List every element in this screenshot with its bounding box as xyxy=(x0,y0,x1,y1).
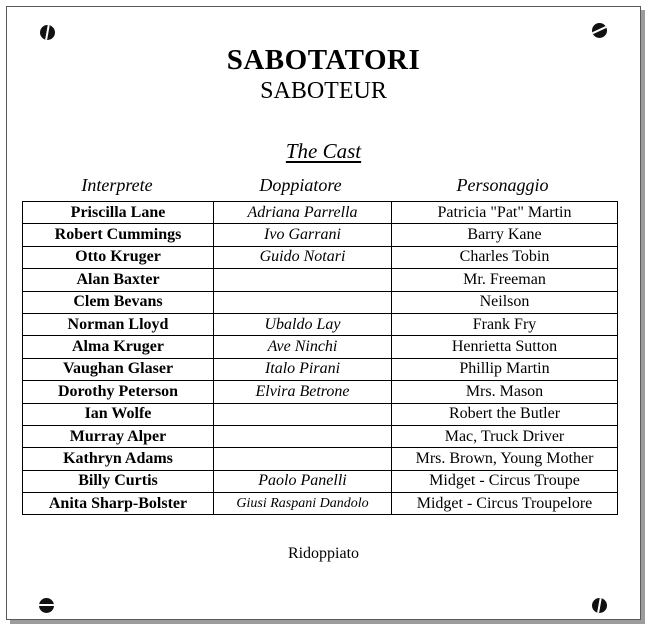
page-title: SABOTATORI xyxy=(226,44,421,76)
character-cell: Midget - Circus Troupelore xyxy=(392,493,618,515)
table-row xyxy=(23,291,618,313)
dubber-cell: Ave Ninchi xyxy=(214,336,392,358)
cast-table-body xyxy=(23,202,618,515)
dubber-cell: Ubaldo Lay xyxy=(214,313,392,335)
actor-cell: Alma Kruger xyxy=(23,336,214,358)
table-row xyxy=(23,470,618,492)
actor-cell: Vaughan Glaser xyxy=(23,358,214,380)
table-row xyxy=(23,358,618,380)
section-heading xyxy=(7,139,640,164)
cast-plaque xyxy=(6,6,641,620)
actor-cell: Kathryn Adams xyxy=(23,448,214,470)
cast-table xyxy=(22,201,618,515)
screw-icon xyxy=(592,23,607,38)
actor-cell: Otto Kruger xyxy=(23,246,214,268)
table-row xyxy=(23,425,618,447)
table-row xyxy=(23,336,618,358)
table-row xyxy=(23,381,618,403)
actor-cell: Murray Alper xyxy=(23,425,214,447)
dubber-cell xyxy=(214,269,392,291)
character-cell: Neilson xyxy=(392,291,618,313)
table-row xyxy=(23,224,618,246)
character-cell: Henrietta Sutton xyxy=(392,336,618,358)
dubber-cell xyxy=(214,448,392,470)
character-cell: Barry Kane xyxy=(392,224,618,246)
dubber-cell xyxy=(214,291,392,313)
section-heading-text: The Cast xyxy=(285,139,362,163)
screw-icon xyxy=(40,25,55,40)
dubber-cell: Elvira Betrone xyxy=(214,381,392,403)
character-cell: Frank Fry xyxy=(392,313,618,335)
dubber-cell: Paolo Panelli xyxy=(214,470,392,492)
footer-note: Ridoppiato xyxy=(287,545,360,562)
actor-cell: Billy Curtis xyxy=(23,470,214,492)
actor-cell: Clem Bevans xyxy=(23,291,214,313)
character-cell: Midget - Circus Troupe xyxy=(392,470,618,492)
table-row xyxy=(23,493,618,515)
dubber-cell: Guido Notari xyxy=(214,246,392,268)
dubber-cell xyxy=(214,403,392,425)
character-cell: Phillip Martin xyxy=(392,358,618,380)
column-header-personaggio: Personaggio xyxy=(456,175,549,195)
dubber-cell: Adriana Parrella xyxy=(214,202,392,224)
character-cell: Patricia "Pat" Martin xyxy=(392,202,618,224)
table-row xyxy=(23,403,618,425)
table-row xyxy=(23,448,618,470)
actor-cell: Robert Cummings xyxy=(23,224,214,246)
actor-cell: Priscilla Lane xyxy=(23,202,214,224)
dubber-cell: Ivo Garrani xyxy=(214,224,392,246)
dubber-cell: Italo Pirani xyxy=(214,358,392,380)
actor-cell: Alan Baxter xyxy=(23,269,214,291)
page-subtitle: SABOTEUR xyxy=(260,78,387,104)
dubber-cell: Giusi Raspani Dandolo xyxy=(214,493,392,515)
character-cell: Robert the Butler xyxy=(392,403,618,425)
dubber-cell xyxy=(214,425,392,447)
actor-cell: Ian Wolfe xyxy=(23,403,214,425)
character-cell: Charles Tobin xyxy=(392,246,618,268)
actor-cell: Norman Lloyd xyxy=(23,313,214,335)
character-cell: Mrs. Brown, Young Mother xyxy=(392,448,618,470)
table-row xyxy=(23,313,618,335)
table-row xyxy=(23,202,618,224)
character-cell: Mrs. Mason xyxy=(392,381,618,403)
actor-cell: Anita Sharp-Bolster xyxy=(23,493,214,515)
actor-cell: Dorothy Peterson xyxy=(23,381,214,403)
table-row xyxy=(23,246,618,268)
column-header-interprete: Interprete xyxy=(81,175,153,195)
character-cell: Mr. Freeman xyxy=(392,269,618,291)
column-header-doppiatore: Doppiatore xyxy=(259,175,342,195)
screw-icon xyxy=(592,598,607,613)
screw-icon xyxy=(39,598,54,613)
character-cell: Mac, Truck Driver xyxy=(392,425,618,447)
table-row xyxy=(23,269,618,291)
